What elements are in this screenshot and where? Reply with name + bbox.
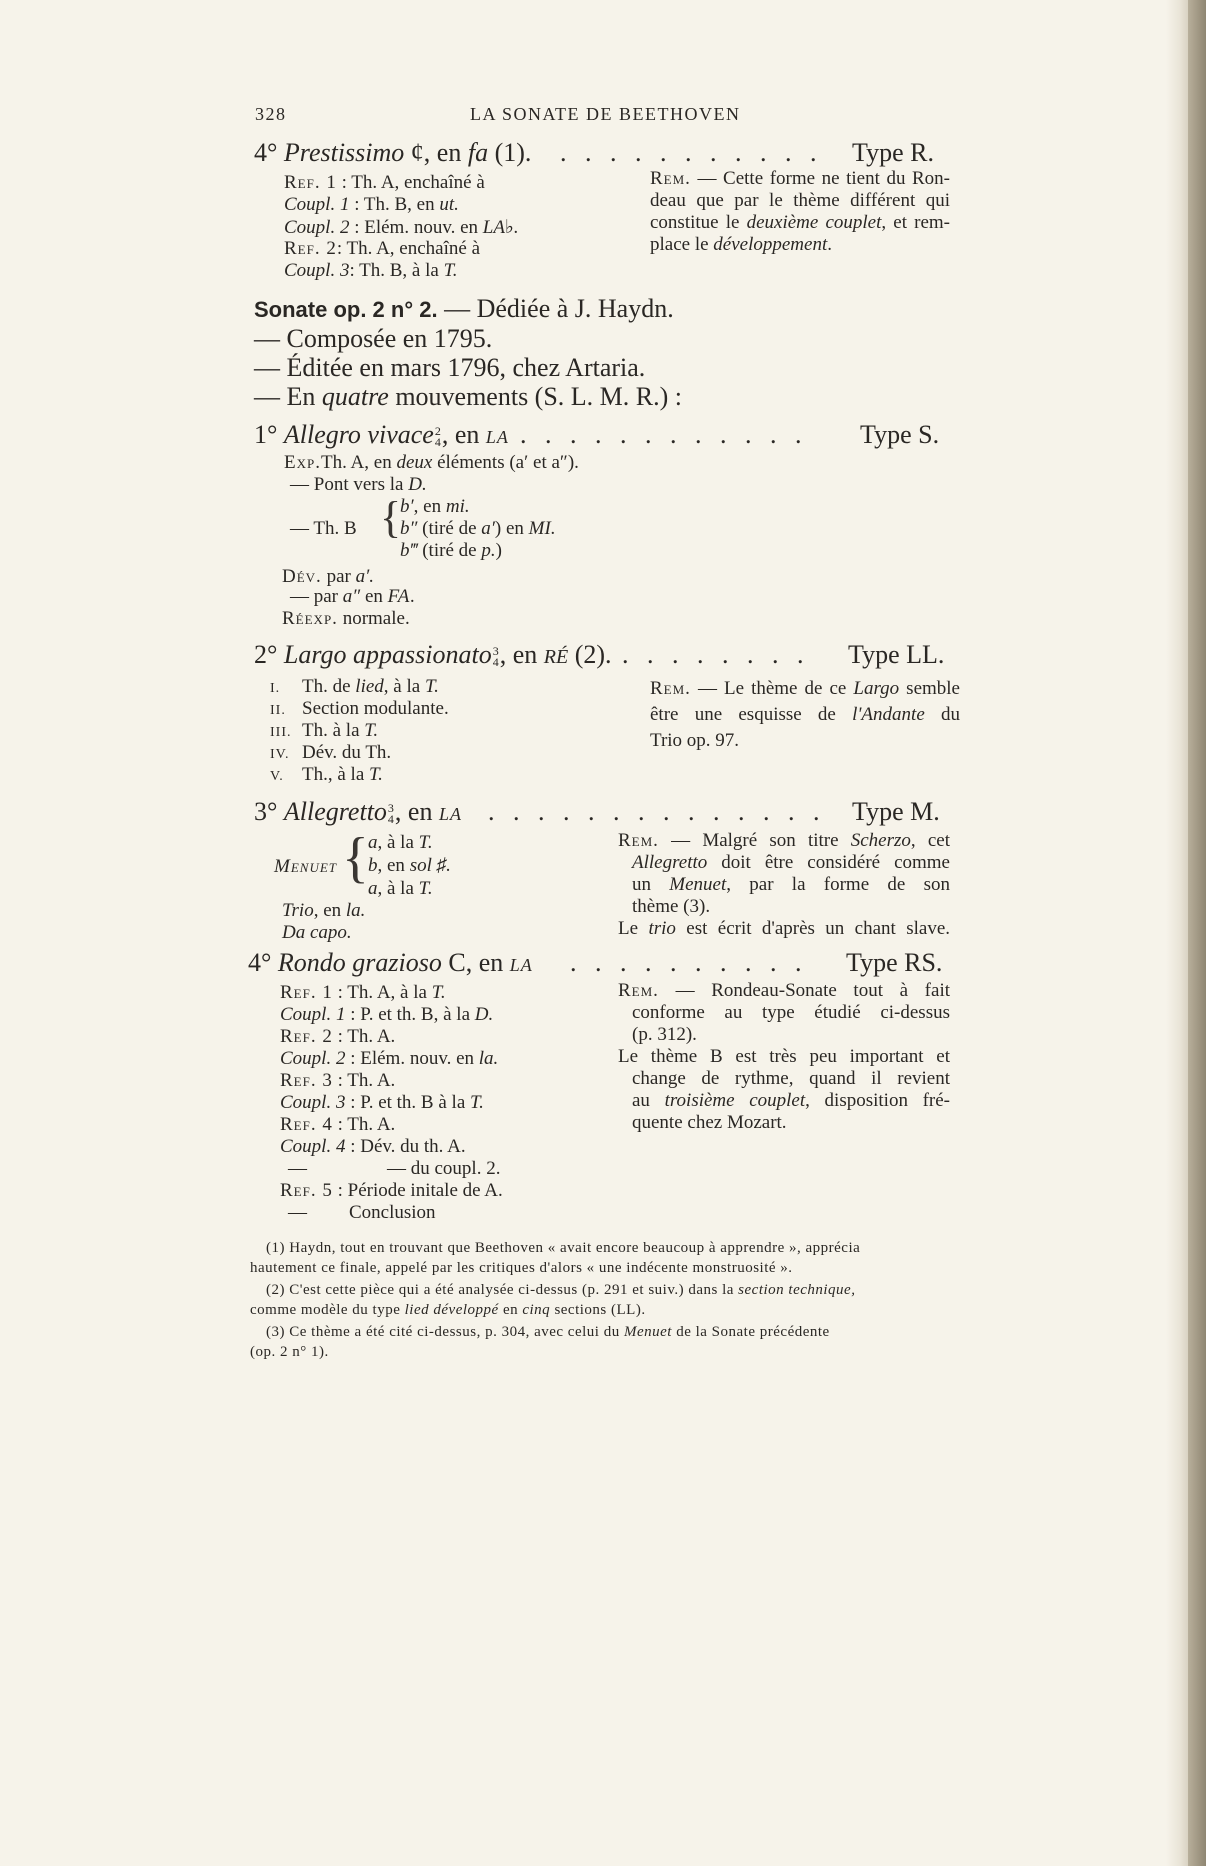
- leader-dots: . . . . . . . . . . . . . .: [488, 797, 826, 826]
- list-item: Coupl. 1 : Th. B, en ut.: [284, 194, 459, 215]
- list-item: Ref. 2: Th. A, enchaîné à: [284, 238, 481, 259]
- list-item: — Conclusion: [288, 1202, 436, 1223]
- list-item: Coupl. 3 : P. et th. B à la T.: [280, 1092, 484, 1113]
- form-type: Type LL.: [848, 640, 945, 669]
- remark-block: Rem. — Le thème de ce Largo semble être une esquisse de l'Andante du Trio op. 97.: [650, 678, 960, 751]
- form-type: Type R.: [852, 138, 934, 167]
- remark-block: Rem. — Cette forme ne tient du Ron- deau que par le thème différent qui constitue le deuxième couplet, et rem- place le développement.: [650, 168, 950, 255]
- brace-glyph: {: [380, 493, 402, 542]
- footnote-2-cont: comme modèle du type lied développé en cinq sections (LL).: [250, 1302, 646, 1318]
- movement-heading: 3° Allegretto 3 4 , en la: [254, 797, 462, 827]
- movement-heading: 4° Rondo grazioso C, en la: [248, 948, 533, 977]
- list-item: I. Th. de lied, à la T.: [270, 676, 439, 697]
- list-item: Coupl. 1 : P. et th. B, à la D.: [280, 1004, 494, 1025]
- list-item: Ref. 4 : Th. A.: [280, 1114, 396, 1135]
- menuet-part: b, en sol ♯.: [368, 855, 451, 876]
- footnote-1-cont: hautement ce finale, appelé par les critiques d'alors « une indécente monstruosité ».: [250, 1260, 793, 1276]
- leader-dots: . . . . . . . . . . . .: [520, 420, 808, 449]
- list-item: V. Th., à la T.: [270, 764, 383, 785]
- form-type: Type S.: [860, 420, 940, 449]
- remark-block: Rem. — Rondeau-Sonate tout à fait conforme au type étudié ci-dessus (p. 312). Le thème B est très peu important et change de rythme, quand il revient au troisième couplet, disposition fré- quente chez Mozart.: [618, 980, 950, 1133]
- movement-heading: 2° Largo appassionato 3 4 , en RÉ (2).: [254, 640, 612, 670]
- development-line: Dév. par a′.: [282, 566, 374, 587]
- theme-b-sub: b″ (tiré de a′) en MI.: [400, 518, 556, 539]
- leader-dots: . . . . . . . . . . .: [560, 138, 823, 167]
- list-item: III. Th. à la T.: [270, 720, 379, 741]
- footnote-3-cont: (op. 2 n° 1).: [250, 1344, 329, 1360]
- reexposition-line: Réexp. normale.: [282, 608, 410, 629]
- theme-b-sub: b‴ (tiré de p.): [400, 540, 502, 561]
- edition-info: — Éditée en mars 1796, chez Artaria.: [254, 353, 646, 382]
- movement-heading: 1° Allegro vivace 2 4 , en la: [254, 420, 509, 450]
- exposition-line: Exp.Th. A, en deux éléments (a′ et a″).: [284, 452, 579, 473]
- list-item: — — du coupl. 2.: [288, 1158, 501, 1179]
- remark-block: Rem. — Malgré son titre Scherzo, cet Allegretto doit être considéré comme un Menuet, par la forme de son thème (3). Le trio est écrit d'après un chant slave.: [618, 830, 950, 939]
- list-item: Coupl. 2 : Elém. nouv. en LA♭.: [284, 217, 519, 238]
- footnote-2: (2) C'est cette pièce qui a été analysée ci-dessus (p. 291 et suiv.) dans la section technique,: [266, 1282, 856, 1298]
- list-item: IV. Dév. du Th.: [270, 742, 392, 763]
- list-item: II. Section modulante.: [270, 698, 449, 719]
- list-item: Ref. 3 : Th. A.: [280, 1070, 396, 1091]
- bridge-line: — Pont vers la D.: [290, 474, 427, 495]
- form-type: Type M.: [852, 797, 940, 826]
- list-item: Coupl. 3: Th. B, à la T.: [284, 260, 458, 281]
- page-number: 328: [255, 104, 287, 124]
- movement-heading: 4° Prestissimo ¢, en fa (1).: [254, 138, 532, 167]
- list-item: Ref. 1 : Th. A, à la T.: [280, 982, 446, 1003]
- list-item: Coupl. 2 : Elém. nouv. en la.: [280, 1048, 499, 1069]
- brace-glyph: {: [342, 827, 369, 889]
- form-type: Type RS.: [846, 948, 943, 977]
- trio-line: Trio, en la.: [282, 900, 366, 921]
- theme-b-sub: b′, en mi.: [400, 496, 470, 517]
- development-line: — par a″ en FA.: [290, 586, 417, 607]
- leader-dots: . . . . . . . .: [622, 640, 810, 669]
- composition-date: — Composée en 1795.: [254, 324, 493, 353]
- list-item: Ref. 1 : Th. A, enchaîné à: [284, 172, 485, 193]
- list-item: Coupl. 4 : Dév. du th. A.: [280, 1136, 466, 1157]
- menuet-label: Menuet: [274, 856, 337, 877]
- menuet-part: a, à la T.: [368, 878, 433, 899]
- page-binding-edge: [1188, 0, 1206, 1866]
- menuet-part: a, à la T.: [368, 832, 433, 853]
- list-item: Ref. 5 : Période initale de A.: [280, 1180, 503, 1201]
- footnote-1: (1) Haydn, tout en trouvant que Beethoven « avait encore beaucoup à apprendre », apprécia: [266, 1240, 861, 1256]
- movements-count: — En quatre mouvements (S. L. M. R.) :: [254, 382, 683, 411]
- footnote-3: (3) Ce thème a été cité ci-dessus, p. 304, avec celui du Menuet de la Sonate précédente: [266, 1324, 830, 1340]
- sonata-title: Sonate op. 2 n° 2. — Dédiée à J. Haydn.: [254, 294, 674, 323]
- list-item: Ref. 2 : Th. A.: [280, 1026, 396, 1047]
- leader-dots: . . . . . . . . . .: [570, 948, 808, 977]
- running-title: LA SONATE DE BEETHOVEN: [470, 104, 741, 124]
- da-capo-line: Da capo.: [282, 922, 352, 943]
- theme-b-label: — Th. B: [290, 518, 357, 539]
